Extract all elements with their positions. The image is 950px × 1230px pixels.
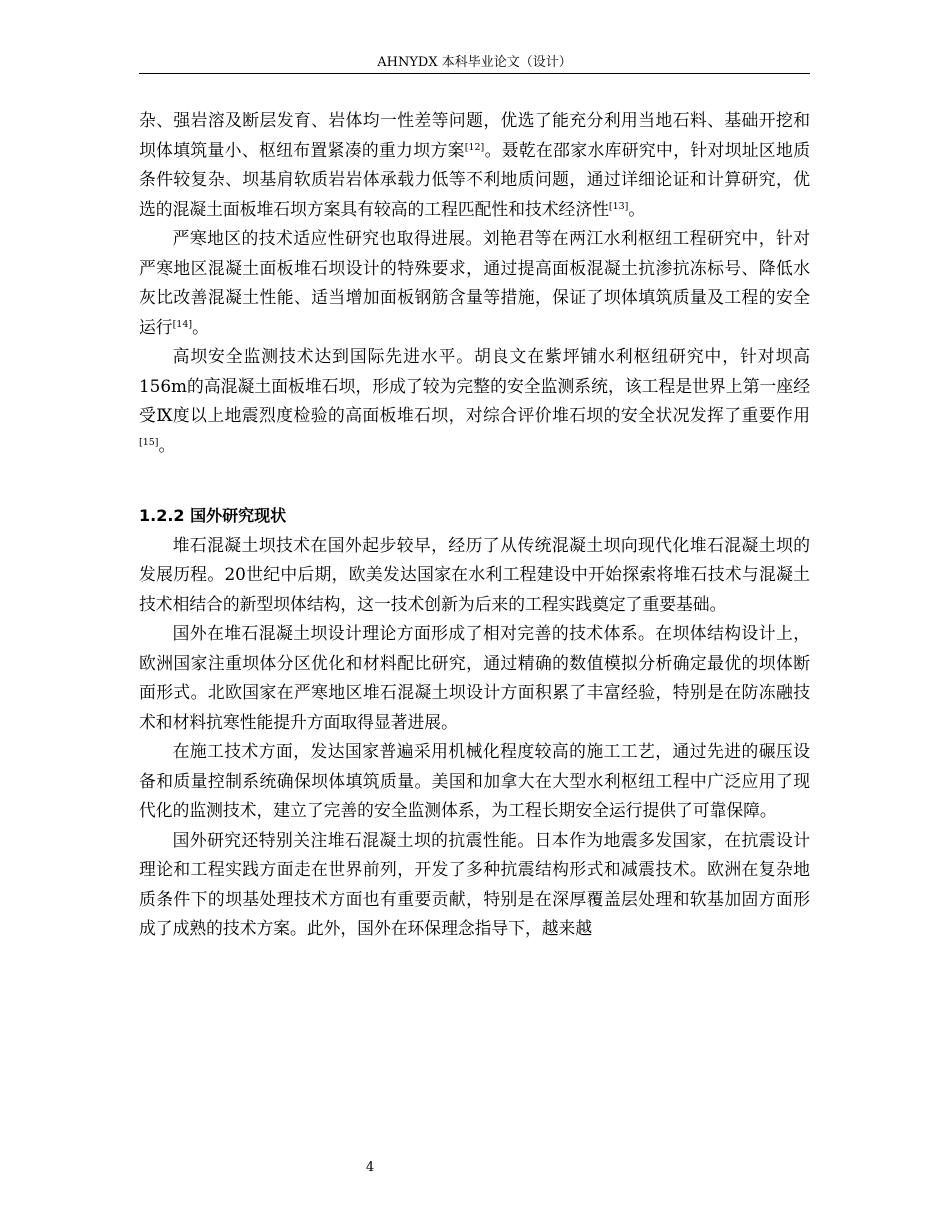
section-heading [139, 501, 810, 531]
citation: [12] [464, 141, 485, 153]
citation: [15] [139, 436, 159, 448]
paragraph-continued: 杂、强岩溶及断层发育、岩体均一性差等问题，优选了能充分利用当地石料、基础开挖和坝体填筑量小、枢纽布置紧凑的重力坝方案[12]。聂乾在邵家水库研究中，针对坝址区地质条件较复杂、坝基肩软质岩岩体承载力低等不利地质问题，通过详细论证和计算研究，优选的混凝土面板堆石坝方案具有较高的工程匹配性和技术经济性[13]。 [139, 110, 810, 219]
section-title: 国外研究现状 [190, 506, 287, 525]
paragraph: 高坝安全监测技术达到国际先进水平。胡良文在紫坪铺水利枢纽研究中，针对坝高156m的高混凝土面板堆石坝，形成了较为完整的安全监测系统，该工程是世界上第一座经受Ⅸ度以上地震烈度检验的高面板堆石坝，对综合评价堆石坝的安全状况发挥了重要作用[15]。 [139, 346, 810, 455]
header-rule [139, 73, 810, 74]
paragraph: 国外在堆石混凝土坝设计理论方面形成了相对完善的技术体系。在坝体结构设计上，欧洲国家注重坝体分区优化和材料配比研究，通过精确的数值模拟分析确定最优的坝体断面形式。北欧国家在严寒地区堆石混凝土坝设计方面积累了丰富经验，特别是在防冻融技术和材料抗寒性能提升方面取得显著进展。 [139, 623, 810, 732]
citation: [14] [172, 318, 193, 330]
paragraph: 在施工技术方面，发达国家普遍采用机械化程度较高的施工工艺，通过先进的碾压设备和质量控制系统确保坝体填筑质量。美国和加拿大在大型水利枢纽工程中广泛应用了现代化的监测技术，建立了完善的安全监测体系，为工程长期安全运行提供了可靠保障。 [139, 741, 810, 820]
header-title: AHNYDX 本科毕业论文（设计） [377, 55, 572, 70]
paragraph: 严寒地区的技术适应性研究也取得进展。刘艳君等在两江水利枢纽工程研究中，针对严寒地区混凝土面板堆石坝设计的特殊要求，通过提高面板混凝土抗渗抗冻标号、降低水灰比改善混凝土性能、适当增加面板钢筋含量等措施，保证了坝体填筑质量及工程的安全运行[14]。 [139, 228, 810, 337]
paragraph: 国外研究还特别关注堆石混凝土坝的抗震性能。日本作为地震多发国家，在抗震设计理论和工程实践方面走在世界前列，开发了多种抗震结构形式和减震技术。欧洲在复杂地质条件下的坝基处理技术方面也有重要贡献，特别是在深厚覆盖层处理和软基加固方面形成了成熟的技术方案。此外，国外在环保理念指导下，越来越 [139, 829, 810, 938]
page-number: 4 [365, 1160, 375, 1175]
section-number: 1.2.2 [139, 506, 185, 525]
citation: [13] [608, 200, 629, 212]
paragraph: 堆石混凝土坝技术在国外起步较早，经历了从传统混凝土坝向现代化堆石混凝土坝的发展历程。20世纪中后期，欧美发达国家在水利工程建设中开始探索将堆石技术与混凝土技术相结合的新型坝体结构，这一技术创新为后来的工程实践奠定了重要基础。 [139, 534, 810, 614]
page-body [139, 106, 810, 944]
